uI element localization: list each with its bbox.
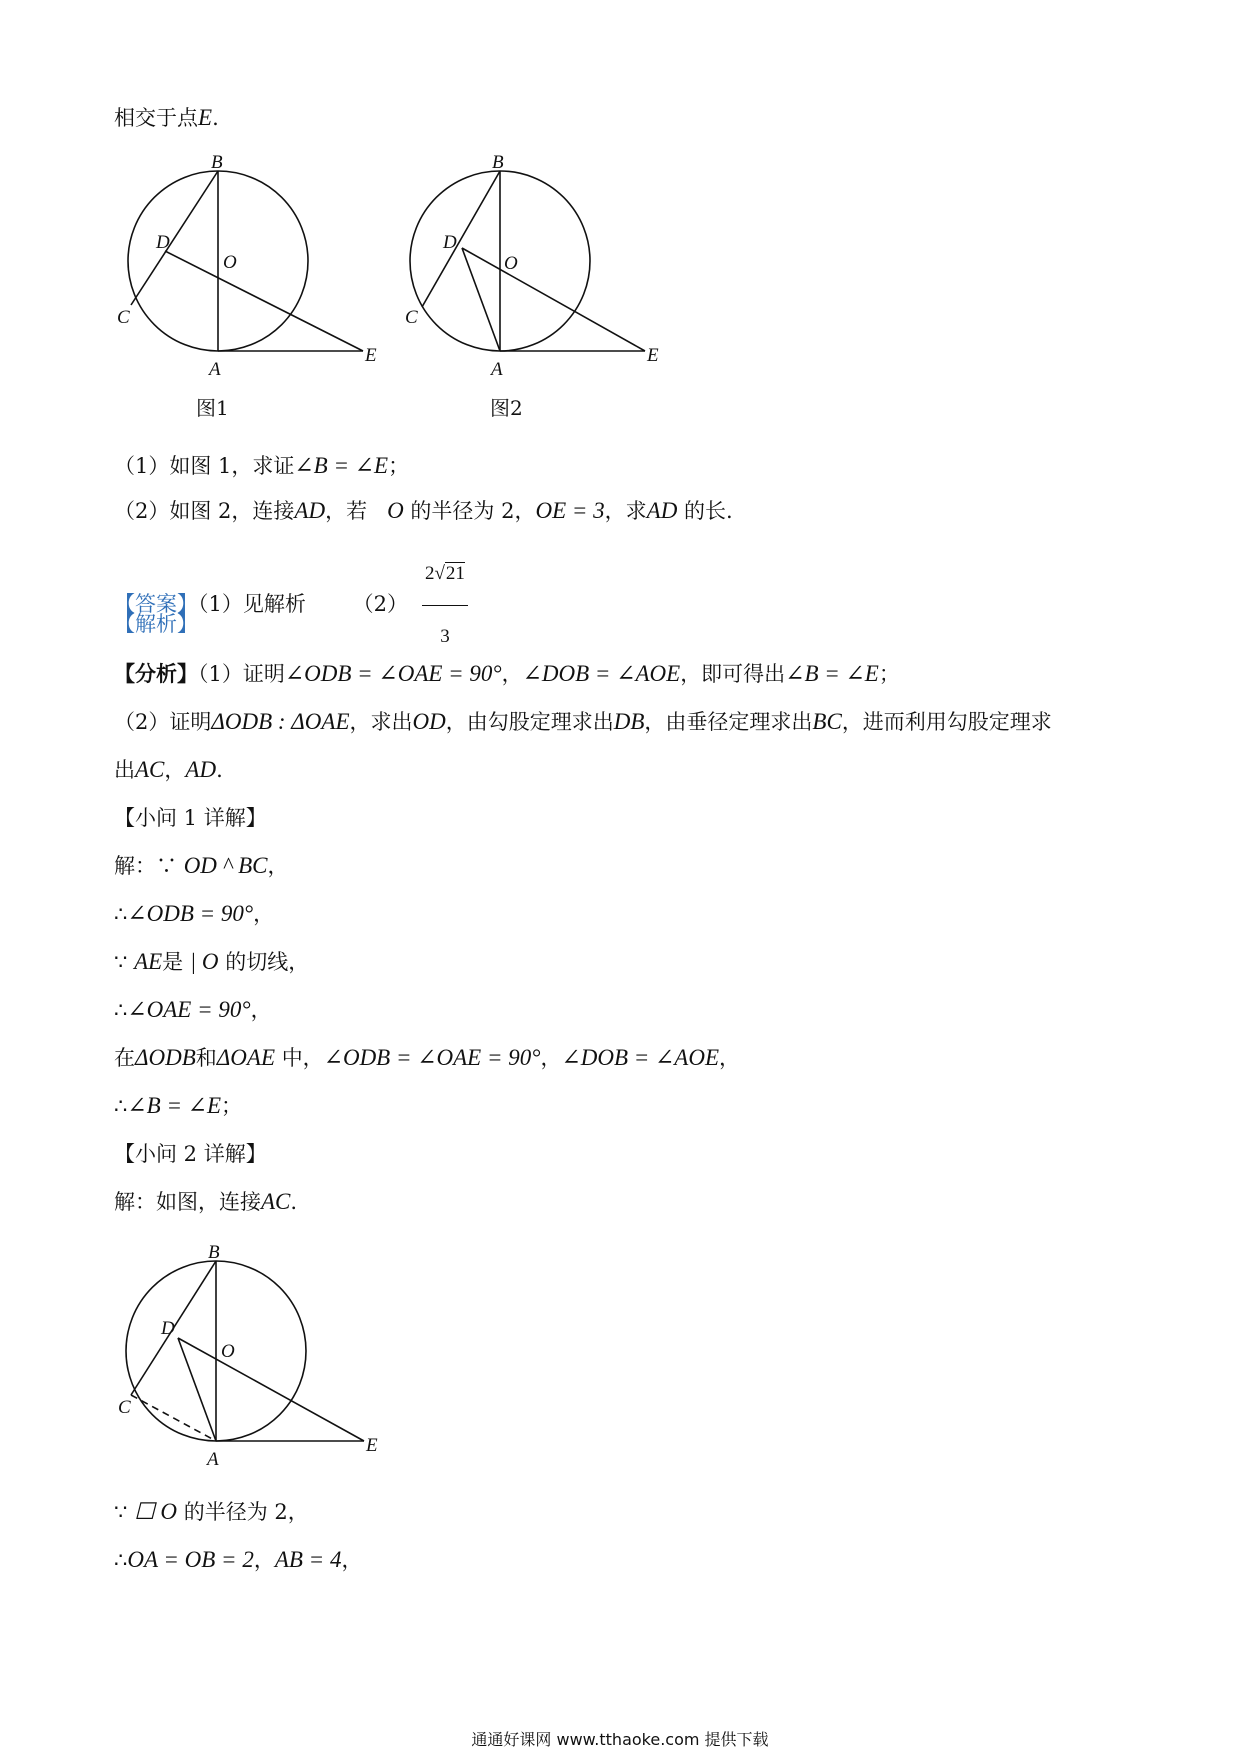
answer-fraction: $\frac{2√21}{3}$: [422, 544, 468, 667]
fig2-caption: 图2: [490, 396, 523, 420]
sub1-line-4: ∴∠OAE = 90°，: [114, 997, 272, 1022]
intro-line: 相交于点E.: [114, 105, 219, 130]
answer-line: 【答案】（1）见解析 （2） $\frac{2√21}{3}$: [114, 544, 468, 604]
sub1-line-1: 解：∵ OD ^ BC，: [114, 853, 289, 878]
question-2: （2）如图 2，连接AD，若 O 的半径为 2，OE = 3，求AD 的长.: [114, 498, 733, 523]
figure-2: [400, 155, 690, 385]
sub2-line-3: ∴OA = OB = 2，AB = 4，: [114, 1547, 363, 1572]
fig1-label-b: B: [211, 155, 223, 173]
fig2-label-c: C: [405, 307, 418, 328]
sub1-line-5: 在ΔODB和ΔOAE 中，∠ODB = ∠OAE = 90°，∠DOB = ∠AOE，: [114, 1045, 740, 1070]
fig1-label-d: D: [156, 232, 170, 253]
fig2-label-a: A: [491, 359, 503, 380]
fig1-caption: 图1: [196, 396, 229, 420]
footer: 通通好课网 www.tthaoke.com 提供下载: [471, 1730, 769, 1749]
fig3-label-b: B: [208, 1245, 220, 1263]
fenxi-line-3: 出AC，AD.: [114, 757, 223, 782]
question-1: （1）如图 1，求证∠B = ∠E；: [114, 453, 410, 478]
sub1-line-3: ∵ AE是 | O 的切线，: [114, 949, 310, 974]
point-e: E: [198, 105, 213, 130]
fig2-label-d: D: [443, 232, 457, 253]
fig2-label-b: B: [492, 155, 504, 173]
sub1-line-6: ∴∠B = ∠E；: [114, 1093, 243, 1118]
sub2-line-2: ∵ ☐ O 的半径为 2，: [114, 1499, 309, 1524]
fig1-label-a: A: [209, 359, 221, 380]
sub2-title: 【小问 2 详解】: [114, 1142, 267, 1166]
fig1-label-o: O: [223, 252, 237, 273]
fenxi-line-1: 【分析】（1）证明∠ODB = ∠OAE = 90°，∠DOB = ∠AOE，即可得出∠B = ∠E；: [114, 661, 900, 686]
analysis-label: 【解析】: [114, 612, 198, 636]
fig1-label-c: C: [117, 307, 130, 328]
sub2-line-1: 解：如图，连接AC.: [114, 1189, 298, 1214]
fenxi-line-2: （2）证明ΔODB : ΔOAE，求出OD，由勾股定理求出DB，由垂径定理求出BC，进而利用勾股定理求: [114, 709, 1052, 734]
fig1-label-e: E: [365, 345, 377, 366]
figure-1: [108, 155, 398, 385]
sub1-title: 【小问 1 详解】: [114, 806, 267, 830]
fig2-label-o: O: [504, 253, 518, 274]
fig3-label-e: E: [366, 1435, 378, 1456]
fig2-label-e: E: [647, 345, 659, 366]
fig3-label-o: O: [221, 1341, 235, 1362]
fig3-label-a: A: [207, 1449, 219, 1470]
figure-3: [108, 1245, 398, 1475]
fig3-label-d: D: [161, 1318, 175, 1339]
sub1-line-2: ∴∠ODB = 90°，: [114, 901, 275, 926]
fig3-label-c: C: [118, 1397, 131, 1418]
answer-label: 【答案】: [114, 592, 198, 616]
